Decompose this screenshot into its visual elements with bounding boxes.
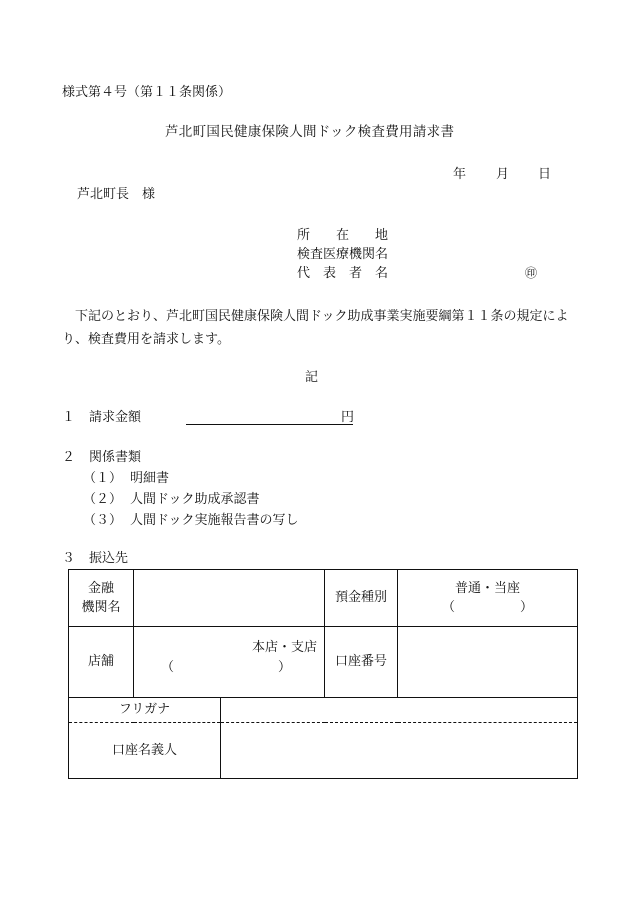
bank-name-label-line2: 機関名 [81, 600, 121, 615]
addressee: 芦北町長 様 [77, 187, 156, 202]
date-year: 年 [453, 167, 467, 182]
section2-label: 関係書類 [89, 450, 142, 465]
representative-label: 代 表 者 名 [297, 266, 389, 281]
document-title: 芦北町国民健康保険人間ドック検査費用請求書 [165, 124, 455, 140]
furigana-field[interactable] [221, 698, 578, 723]
form-number: 様式第４号（第１１条関係） [62, 85, 232, 100]
yen-unit: 円 [341, 410, 355, 425]
branch-paren: （ ） [161, 660, 292, 675]
doc-item-text: 人間ドック実施報告書の写し [130, 513, 299, 528]
branch-label: 店舗 [69, 627, 134, 698]
furigana-label: フリガナ [69, 698, 221, 723]
branch-field[interactable] [134, 627, 325, 698]
deposit-type-options: 普通・当座 [454, 580, 520, 596]
bank-name-label-line1: 金融 [87, 580, 114, 596]
amount-field[interactable] [186, 411, 353, 425]
deposit-type-label: 預金種別 [325, 570, 398, 627]
bank-name-label [69, 570, 134, 627]
section1-number: １ [62, 410, 76, 425]
date-month: 月 [496, 167, 510, 182]
deposit-type-paren: （ ） [441, 600, 533, 615]
account-number-field[interactable] [398, 627, 578, 698]
branch-options: 本店・支店 [251, 640, 317, 655]
doc-item-number: （２） [83, 492, 123, 507]
section3-number: ３ [62, 551, 76, 566]
ki-heading: 記 [305, 370, 319, 385]
account-holder-field[interactable] [221, 723, 578, 779]
bank-transfer-table [68, 569, 578, 779]
doc-item-number: （１） [83, 471, 123, 486]
doc-item-text: 人間ドック助成承認書 [130, 492, 260, 507]
date-day: 日 [538, 167, 552, 182]
address-label: 所 在 地 [297, 228, 389, 243]
doc-item-text: 明細書 [130, 471, 170, 486]
bank-name-field[interactable] [134, 570, 325, 627]
account-holder-label: 口座名義人 [69, 723, 221, 779]
institution-label: 検査医療機関名 [297, 247, 389, 262]
section3-label: 振込先 [89, 551, 129, 566]
section1-label: 請求金額 [89, 410, 142, 425]
account-number-label: 口座番号 [325, 627, 398, 698]
doc-item-number: （３） [83, 513, 123, 528]
seal-mark: ㊞ [525, 266, 538, 280]
body-text: 下記のとおり、芦北町国民健康保険人間ドック助成事業実施要綱第１１条の規定により、検査費用を請求します。 [62, 309, 569, 347]
section2-number: ２ [62, 450, 76, 465]
deposit-type-field[interactable] [398, 570, 578, 627]
